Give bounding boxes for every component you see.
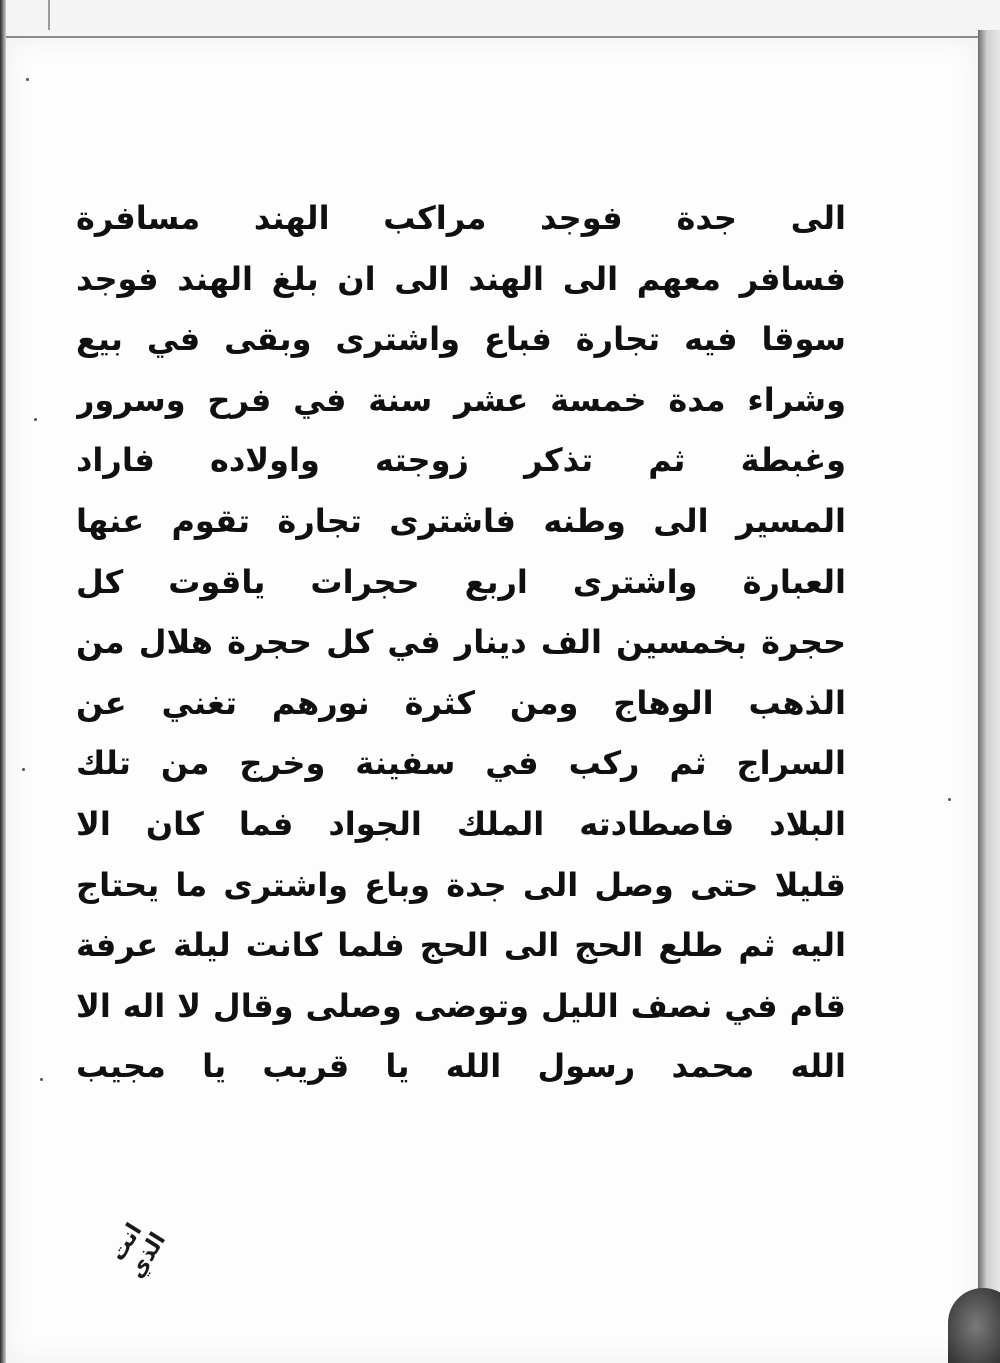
text-line-10: السراج ثم ركب في سفينة وخرج من تلك <box>76 744 846 783</box>
holder-thumb <box>948 1288 1000 1363</box>
previous-leaf-edge <box>0 0 1000 38</box>
text-line-12: قليلا حتى وصل الى جدة وباع واشترى ما يحتاج <box>76 865 846 904</box>
text-line-3: سوقا فيه تجارة فباع واشترى وبقى في بيع <box>76 320 846 359</box>
catchword: انت الذي <box>105 1219 172 1283</box>
text-line-7: العبارة واشترى اربع حجرات ياقوت كل <box>76 562 846 601</box>
paper-speck <box>22 768 25 771</box>
leaf-margin-rule <box>48 0 50 30</box>
page-fore-edge <box>978 30 1000 1363</box>
text-line-2: فسافر معهم الى الهند الى ان بلغ الهند فوجد <box>76 259 846 298</box>
text-line-11: البلاد فاصطادته الملك الجواد فما كان الا <box>76 804 846 843</box>
text-line-6: المسير الى وطنه فاشترى تجارة تقوم عنها <box>76 501 846 540</box>
text-line-9: الذهب الوهاج ومن كثرة نورهم تغني عن <box>76 683 846 722</box>
text-line-8: حجرة بخمسين الف دينار في كل حجرة هلال من <box>76 623 846 662</box>
text-line-15: الله محمد رسول الله يا قريب يا مجيب <box>76 1047 846 1086</box>
paper-speck <box>34 418 37 421</box>
text-line-4: وشراء مدة خمسة عشر سنة في فرح وسرور <box>76 380 846 419</box>
paper-speck <box>948 798 951 801</box>
text-line-5: وغبطة ثم تذكر زوجته واولاده فاراد <box>76 441 846 480</box>
text-line-14: قام في نصف الليل وتوضى وصلى وقال لا اله الا <box>76 986 846 1025</box>
text-line-1: الى جدة فوجد مراكب الهند مسافرة <box>76 199 846 237</box>
manuscript-page <box>6 38 981 1363</box>
paper-speck <box>26 78 29 81</box>
text-line-13: اليه ثم طلع الحج الى الحج فلما كانت ليلة عرفة <box>76 926 846 965</box>
manuscript-text <box>76 188 846 1097</box>
paper-speck <box>40 1078 43 1081</box>
